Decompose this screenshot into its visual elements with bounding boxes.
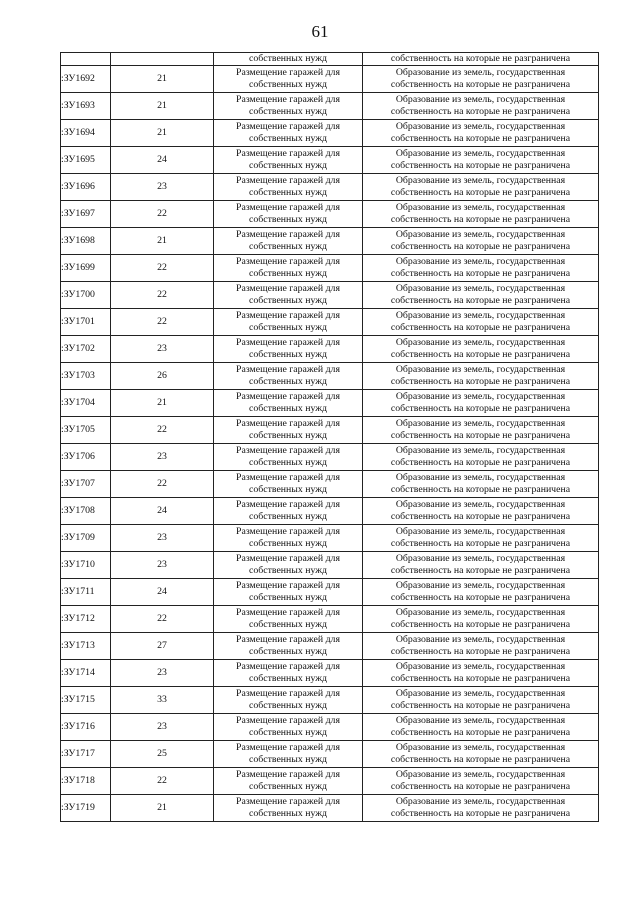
permitted-use-line-1: Размещение гаражей для (236, 580, 340, 591)
permitted-use-cell (214, 120, 363, 147)
formation-method-cell (363, 552, 599, 579)
formation-method-cell (363, 53, 599, 66)
table-row (61, 120, 599, 147)
permitted-use-line-1: Размещение гаражей для (236, 418, 340, 429)
permitted-use-line-2: собственных нужд (249, 214, 327, 225)
formation-method-line-1: Образование из земель, государственная (395, 337, 566, 348)
plot-id-cell: :ЗУ1706 (61, 444, 111, 471)
formation-method-line-1: Образование из земель, государственная (395, 175, 566, 186)
plot-id-cell: :ЗУ1699 (61, 255, 111, 282)
permitted-use-line-1: Размещение гаражей для (236, 634, 340, 645)
formation-method-line-1: Образование из земель, государственная (395, 634, 566, 645)
area-cell: 23 (111, 660, 214, 687)
permitted-use-cell (214, 714, 363, 741)
formation-method-line-1: Образование из земель, государственная (395, 121, 566, 132)
permitted-use-line-2: собственных нужд (249, 565, 327, 576)
permitted-use-line-2: собственных нужд (249, 376, 327, 387)
permitted-use-line-1: Размещение гаражей для (236, 499, 340, 510)
plot-id-cell: :ЗУ1704 (61, 390, 111, 417)
plot-id-cell (61, 53, 111, 66)
plot-id-cell: :ЗУ1695 (61, 147, 111, 174)
permitted-use-line-2: собственных нужд (249, 727, 327, 738)
formation-method-line-1: Образование из земель, государственная (395, 148, 566, 159)
area-cell: 21 (111, 795, 214, 822)
formation-method-cell (363, 282, 599, 309)
permitted-use-line-1: Размещение гаражей для (236, 715, 340, 726)
table-row (61, 768, 599, 795)
permitted-use-line-1: Размещение гаражей для (236, 229, 340, 240)
formation-method-cell (363, 147, 599, 174)
permitted-use-cell (214, 768, 363, 795)
permitted-use-line-2: собственных нужд (249, 133, 327, 144)
formation-method-cell (363, 120, 599, 147)
formation-method-line-2: собственность на которые не разграничена (390, 403, 571, 414)
permitted-use-line-1: Размещение гаражей для (236, 148, 340, 159)
permitted-use-line-2: собственных нужд (249, 430, 327, 441)
permitted-use-cell (214, 363, 363, 390)
formation-method-cell (363, 687, 599, 714)
area-cell: 22 (111, 471, 214, 498)
area-cell: 22 (111, 282, 214, 309)
formation-method-cell (363, 390, 599, 417)
permitted-use-cell (214, 687, 363, 714)
formation-method-line-1: Образование из земель, государственная (395, 769, 566, 780)
formation-method-line-1: Образование из земель, государственная (395, 364, 566, 375)
formation-method-line-2: собственность на которые не разграничена (390, 511, 571, 522)
plot-id-cell: :ЗУ1719 (61, 795, 111, 822)
table-row (61, 66, 599, 93)
area-cell: 21 (111, 120, 214, 147)
formation-method-line-2: собственность на которые не разграничена (390, 187, 571, 198)
formation-method-cell (363, 498, 599, 525)
formation-method-line-2: собственность на которые не разграничена (390, 619, 571, 630)
formation-method-cell (363, 714, 599, 741)
permitted-use-cell (214, 147, 363, 174)
permitted-use-line-1: Размещение гаражей для (236, 364, 340, 375)
formation-method-line-1: Образование из земель, государственная (395, 310, 566, 321)
permitted-use-cell (214, 255, 363, 282)
area-cell: 22 (111, 309, 214, 336)
table-row (61, 147, 599, 174)
formation-method-line-1: Образование из земель, государственная (395, 418, 566, 429)
permitted-use-line-2: собственных нужд (249, 538, 327, 549)
permitted-use-cell (214, 201, 363, 228)
formation-method-line-2: собственность на которые не разграничена (390, 214, 571, 225)
table-row (61, 282, 599, 309)
permitted-use-line-2: собственных нужд (249, 484, 327, 495)
formation-method-line-2: собственность на которые не разграничена (390, 754, 571, 765)
table-row (61, 687, 599, 714)
permitted-use-cell (214, 309, 363, 336)
formation-method-cell (363, 633, 599, 660)
plot-id-cell: :ЗУ1708 (61, 498, 111, 525)
plot-id-cell: :ЗУ1696 (61, 174, 111, 201)
table-row (61, 309, 599, 336)
plot-id-cell: :ЗУ1710 (61, 552, 111, 579)
table-row (61, 255, 599, 282)
permitted-use-cell (214, 579, 363, 606)
table-row (61, 741, 599, 768)
area-cell: 22 (111, 255, 214, 282)
formation-method-line-2: собственность на которые не разграничена (390, 268, 571, 279)
permitted-use-line-1: Размещение гаражей для (236, 445, 340, 456)
formation-method-line-1: Образование из земель, государственная (395, 94, 566, 105)
permitted-use-line-2: собственных нужд (249, 700, 327, 711)
table-row (61, 498, 599, 525)
area-cell: 21 (111, 66, 214, 93)
plot-id-cell: :ЗУ1714 (61, 660, 111, 687)
formation-method-line-1: Образование из земель, государственная (395, 715, 566, 726)
permitted-use-cell (214, 633, 363, 660)
formation-method-line-2: собственность на которые не разграничена (390, 79, 571, 90)
formation-method-line-1: Образование из земель, государственная (395, 445, 566, 456)
plot-id-cell: :ЗУ1707 (61, 471, 111, 498)
land-plots-table (60, 52, 599, 822)
permitted-use-line-2: собственных нужд (249, 808, 327, 819)
area-cell: 22 (111, 417, 214, 444)
permitted-use-line-1: Размещение гаражей для (236, 256, 340, 267)
area-cell: 21 (111, 390, 214, 417)
formation-method-cell (363, 768, 599, 795)
permitted-use-cell (214, 795, 363, 822)
formation-method-cell (363, 444, 599, 471)
area-cell: 23 (111, 336, 214, 363)
formation-method-line-2: собственность на которые не разграничена (390, 53, 571, 64)
formation-method-cell (363, 255, 599, 282)
formation-method-cell (363, 363, 599, 390)
formation-method-cell (363, 309, 599, 336)
permitted-use-line-1: Размещение гаражей для (236, 769, 340, 780)
formation-method-line-1: Образование из земель, государственная (395, 391, 566, 402)
formation-method-line-2: собственность на которые не разграничена (390, 322, 571, 333)
plot-id-cell: :ЗУ1718 (61, 768, 111, 795)
plot-id-cell: :ЗУ1694 (61, 120, 111, 147)
permitted-use-line-2: собственных нужд (249, 592, 327, 603)
formation-method-line-2: собственность на которые не разграничена (390, 538, 571, 549)
area-cell: 22 (111, 606, 214, 633)
permitted-use-cell (214, 660, 363, 687)
formation-method-line-2: собственность на которые не разграничена (390, 565, 571, 576)
area-cell: 33 (111, 687, 214, 714)
permitted-use-cell (214, 228, 363, 255)
permitted-use-cell (214, 444, 363, 471)
formation-method-line-2: собственность на которые не разграничена (390, 592, 571, 603)
area-cell: 24 (111, 498, 214, 525)
table-row (61, 795, 599, 822)
area-cell: 21 (111, 93, 214, 120)
plot-id-cell: :ЗУ1702 (61, 336, 111, 363)
table-row (61, 633, 599, 660)
permitted-use-line-2: собственных нужд (249, 754, 327, 765)
permitted-use-line-2: собственных нужд (249, 349, 327, 360)
area-cell: 21 (111, 228, 214, 255)
formation-method-line-2: собственность на которые не разграничена (390, 133, 571, 144)
formation-method-line-1: Образование из земель, государственная (395, 472, 566, 483)
formation-method-line-1: Образование из земель, государственная (395, 580, 566, 591)
table-row (61, 552, 599, 579)
formation-method-line-2: собственность на которые не разграничена (390, 727, 571, 738)
formation-method-line-1: Образование из земель, государственная (395, 661, 566, 672)
permitted-use-line-1: Размещение гаражей для (236, 94, 340, 105)
table-row (61, 471, 599, 498)
table-row-continued (61, 53, 599, 66)
permitted-use-line-2: собственных нужд (249, 160, 327, 171)
formation-method-cell (363, 336, 599, 363)
permitted-use-line-1: Размещение гаражей для (236, 67, 340, 78)
permitted-use-line-2: собственных нужд (249, 511, 327, 522)
plot-id-cell: :ЗУ1703 (61, 363, 111, 390)
permitted-use-line-2: собственных нужд (249, 322, 327, 333)
formation-method-line-1: Образование из земель, государственная (395, 283, 566, 294)
formation-method-line-2: собственность на которые не разграничена (390, 484, 571, 495)
table-row (61, 390, 599, 417)
table-row (61, 606, 599, 633)
formation-method-line-2: собственность на которые не разграничена (390, 781, 571, 792)
permitted-use-cell (214, 606, 363, 633)
table-row (61, 714, 599, 741)
area-cell: 27 (111, 633, 214, 660)
formation-method-cell (363, 66, 599, 93)
table-row (61, 93, 599, 120)
permitted-use-line-2: собственных нужд (249, 781, 327, 792)
table-row (61, 660, 599, 687)
formation-method-cell (363, 660, 599, 687)
permitted-use-line-1: Размещение гаражей для (236, 310, 340, 321)
formation-method-line-1: Образование из земель, государственная (395, 67, 566, 78)
formation-method-line-2: собственность на которые не разграничена (390, 457, 571, 468)
formation-method-line-1: Образование из земель, государственная (395, 796, 566, 807)
plot-id-cell: :ЗУ1711 (61, 579, 111, 606)
formation-method-cell (363, 741, 599, 768)
permitted-use-cell (214, 525, 363, 552)
area-cell: 26 (111, 363, 214, 390)
permitted-use-line-2: собственных нужд (249, 457, 327, 468)
plot-id-cell: :ЗУ1705 (61, 417, 111, 444)
permitted-use-line-1: Размещение гаражей для (236, 202, 340, 213)
table-row (61, 174, 599, 201)
formation-method-line-2: собственность на которые не разграничена (390, 106, 571, 117)
plot-id-cell: :ЗУ1715 (61, 687, 111, 714)
formation-method-cell (363, 471, 599, 498)
permitted-use-line-2: собственных нужд (249, 673, 327, 684)
permitted-use-line-1: Размещение гаражей для (236, 796, 340, 807)
formation-method-line-2: собственность на которые не разграничена (390, 673, 571, 684)
table-row (61, 579, 599, 606)
formation-method-cell (363, 228, 599, 255)
permitted-use-line-1: Размещение гаражей для (236, 337, 340, 348)
area-cell: 23 (111, 444, 214, 471)
permitted-use-cell (214, 174, 363, 201)
permitted-use-cell (214, 336, 363, 363)
formation-method-line-1: Образование из земель, государственная (395, 256, 566, 267)
formation-method-cell (363, 93, 599, 120)
permitted-use-line-2: собственных нужд (249, 295, 327, 306)
permitted-use-line-2: собственных нужд (249, 53, 327, 64)
plot-id-cell: :ЗУ1713 (61, 633, 111, 660)
formation-method-line-2: собственность на которые не разграничена (390, 808, 571, 819)
permitted-use-cell (214, 93, 363, 120)
formation-method-line-1: Образование из земель, государственная (395, 742, 566, 753)
permitted-use-cell (214, 741, 363, 768)
area-cell: 24 (111, 147, 214, 174)
plot-id-cell: :ЗУ1693 (61, 93, 111, 120)
formation-method-cell (363, 174, 599, 201)
permitted-use-line-1: Размещение гаражей для (236, 391, 340, 402)
area-cell: 22 (111, 768, 214, 795)
permitted-use-line-1: Размещение гаражей для (236, 472, 340, 483)
area-cell: 22 (111, 201, 214, 228)
page-number: 61 (311, 22, 329, 41)
formation-method-cell (363, 417, 599, 444)
formation-method-line-2: собственность на которые не разграничена (390, 646, 571, 657)
area-cell: 25 (111, 741, 214, 768)
formation-method-line-1: Образование из земель, государственная (395, 202, 566, 213)
permitted-use-cell (214, 53, 363, 66)
permitted-use-line-2: собственных нужд (249, 403, 327, 414)
permitted-use-line-1: Размещение гаражей для (236, 553, 340, 564)
formation-method-line-2: собственность на которые не разграничена (390, 700, 571, 711)
formation-method-line-2: собственность на которые не разграничена (390, 295, 571, 306)
formation-method-line-2: собственность на которые не разграничена (390, 160, 571, 171)
plot-id-cell: :ЗУ1692 (61, 66, 111, 93)
permitted-use-cell (214, 66, 363, 93)
area-cell: 23 (111, 525, 214, 552)
permitted-use-cell (214, 498, 363, 525)
plot-id-cell: :ЗУ1716 (61, 714, 111, 741)
permitted-use-line-2: собственных нужд (249, 187, 327, 198)
area-cell: 23 (111, 174, 214, 201)
permitted-use-line-1: Размещение гаражей для (236, 688, 340, 699)
permitted-use-line-1: Размещение гаражей для (236, 121, 340, 132)
table-row (61, 201, 599, 228)
permitted-use-line-1: Размещение гаражей для (236, 526, 340, 537)
permitted-use-line-2: собственных нужд (249, 241, 327, 252)
table-row (61, 228, 599, 255)
permitted-use-cell (214, 282, 363, 309)
area-cell: 24 (111, 579, 214, 606)
formation-method-line-1: Образование из земель, государственная (395, 688, 566, 699)
permitted-use-line-2: собственных нужд (249, 646, 327, 657)
permitted-use-line-1: Размещение гаражей для (236, 742, 340, 753)
formation-method-line-2: собственность на которые не разграничена (390, 349, 571, 360)
table-body (61, 53, 599, 822)
formation-method-line-2: собственность на которые не разграничена (390, 430, 571, 441)
permitted-use-line-2: собственных нужд (249, 79, 327, 90)
plot-id-cell: :ЗУ1698 (61, 228, 111, 255)
formation-method-line-2: собственность на которые не разграничена (390, 376, 571, 387)
formation-method-cell (363, 579, 599, 606)
formation-method-cell (363, 525, 599, 552)
permitted-use-line-1: Размещение гаражей для (236, 283, 340, 294)
plot-id-cell: :ЗУ1701 (61, 309, 111, 336)
formation-method-cell (363, 201, 599, 228)
formation-method-line-1: Образование из земель, государственная (395, 229, 566, 240)
table-row (61, 363, 599, 390)
permitted-use-line-2: собственных нужд (249, 619, 327, 630)
plot-id-cell: :ЗУ1697 (61, 201, 111, 228)
permitted-use-line-2: собственных нужд (249, 106, 327, 117)
table-row (61, 336, 599, 363)
plot-id-cell: :ЗУ1700 (61, 282, 111, 309)
formation-method-line-2: собственность на которые не разграничена (390, 241, 571, 252)
permitted-use-line-2: собственных нужд (249, 268, 327, 279)
formation-method-line-1: Образование из земель, государственная (395, 553, 566, 564)
plot-id-cell: :ЗУ1709 (61, 525, 111, 552)
permitted-use-cell (214, 417, 363, 444)
permitted-use-cell (214, 471, 363, 498)
table-row (61, 417, 599, 444)
area-cell (111, 53, 214, 66)
permitted-use-cell (214, 390, 363, 417)
formation-method-line-1: Образование из земель, государственная (395, 526, 566, 537)
permitted-use-line-1: Размещение гаражей для (236, 607, 340, 618)
table-row (61, 525, 599, 552)
formation-method-cell (363, 606, 599, 633)
area-cell: 23 (111, 714, 214, 741)
permitted-use-line-1: Размещение гаражей для (236, 661, 340, 672)
table-row (61, 444, 599, 471)
formation-method-line-1: Образование из земель, государственная (395, 607, 566, 618)
area-cell: 23 (111, 552, 214, 579)
plot-id-cell: :ЗУ1712 (61, 606, 111, 633)
formation-method-cell (363, 795, 599, 822)
permitted-use-line-1: Размещение гаражей для (236, 175, 340, 186)
plot-id-cell: :ЗУ1717 (61, 741, 111, 768)
permitted-use-cell (214, 552, 363, 579)
formation-method-line-1: Образование из земель, государственная (395, 499, 566, 510)
